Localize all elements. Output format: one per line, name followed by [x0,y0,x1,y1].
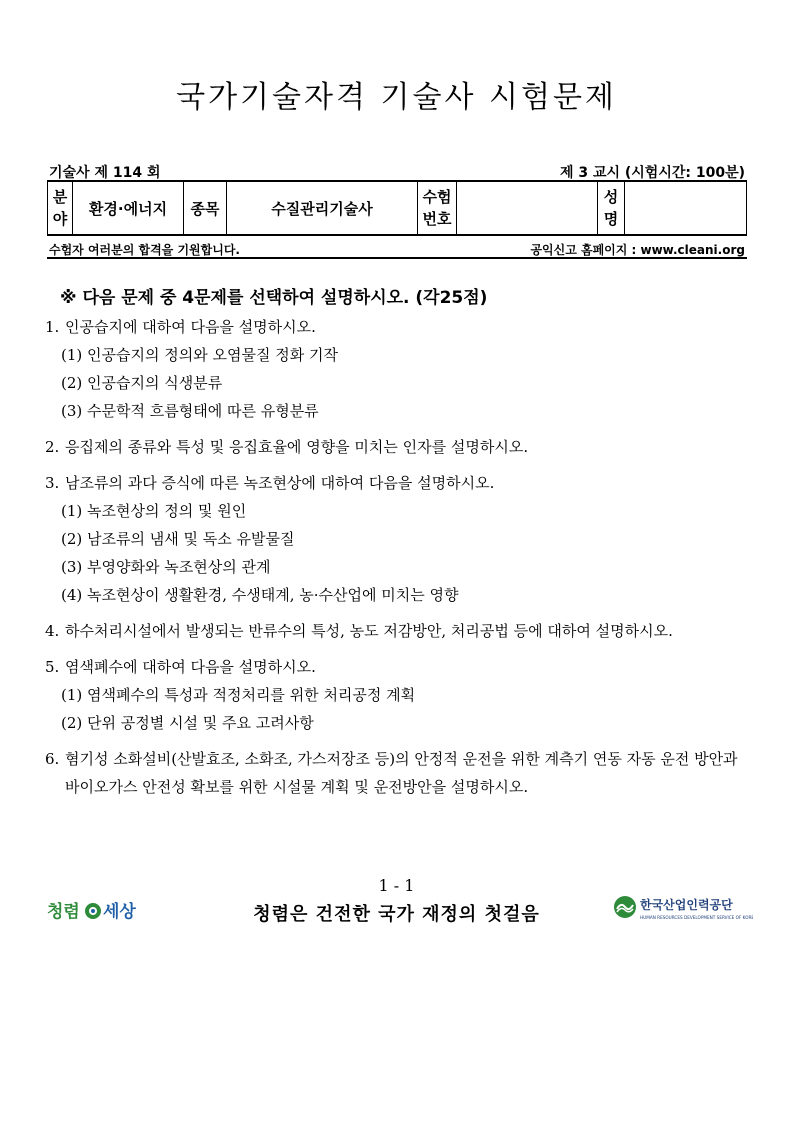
question-list [45,313,750,809]
notice-row [47,240,747,258]
svg-text:세상: 세상 [103,902,136,922]
good-luck-notice: 수험자 여러분의 합격을 기원합니다. [49,243,240,257]
name-label [598,181,625,235]
category-label: 종목 [184,181,227,235]
question-text: 인공습지에 대하여 다음을 설명하시오. [65,318,316,336]
exam-number-field[interactable] [457,181,598,235]
question-item [45,433,750,461]
question-number: 2. [45,438,60,456]
question-text: 응집제의 종류와 특성 및 응집효율에 영향을 미치는 인자를 설명하시오. [65,438,529,456]
instruction: ※ 다음 문제 중 4문제를 선택하여 설명하시오. (각25점) [60,288,488,308]
question-text: 남조류의 과다 증식에 따른 녹조현상에 대하여 다음을 설명하시오. [65,474,495,492]
hrdk-logo [613,892,753,926]
field-label-text: 분 야 [52,188,68,228]
sub-question: (3) 부영양화와 녹조현상의 관계 [61,558,271,576]
question-text: 하수처리시설에서 발생되는 반류수의 특성, 농도 저감방안, 처리공법 등에 대하여 설명하시오. [65,622,673,640]
category-value: 수질관리기술사 [227,181,418,235]
whistleblower-site: 공익신고 홈페이지 : www.cleani.org [530,243,745,257]
session-info: 제 3 교시 (시험시간: 100분) [559,165,745,181]
sub-question: (1) 녹조현상의 정의 및 원인 [61,502,247,520]
sub-question: (3) 수문학적 흐름형태에 따른 유형분류 [61,402,319,420]
exam-number-label [418,181,457,235]
question-number: 1. [45,318,60,336]
question-item [45,469,750,609]
svg-text:청렴: 청렴 [47,902,80,922]
exam-number-label-text: 수험 번호 [422,188,452,228]
question-main [45,313,750,341]
question-number: 4. [45,622,60,640]
sub-question: (1) 염색폐수의 특성과 적정처리를 위한 처리공정 계획 [61,686,416,704]
sub-question: (2) 단위 공정별 시설 및 주요 고려사항 [61,714,314,732]
field-label [48,181,73,235]
page-number: 1 - 1 [378,876,415,895]
hrdk-logo-subtext: HUMAN RESOURCES DEVELOPMENT SERVICE OF KOREA [640,915,753,920]
exam-meta-row [47,160,747,180]
question-main [45,617,750,645]
question-main [45,653,750,681]
exam-title: 국가기술자격 기술사 시험문제 [176,80,617,115]
question-item [45,313,750,425]
sub-question: (2) 남조류의 냄새 및 독소 유발물질 [61,530,295,548]
question-item [45,617,750,645]
question-text: 염색폐수에 대하여 다음을 설명하시오. [65,658,316,676]
question-number: 3. [45,474,60,492]
name-label-text: 성 명 [603,188,619,228]
question-item [45,653,750,737]
sub-question: (1) 인공습지의 정의와 오염물질 정화 기작 [61,346,338,364]
question-number: 5. [45,658,60,676]
question-main [45,745,750,801]
name-field[interactable] [625,181,747,235]
question-main [45,469,750,497]
question-number: 6. [45,750,60,768]
exam-info-table [47,180,747,236]
hrdk-logo-text: 한국산업인력공단 [640,898,733,912]
footer-slogan: 청렴은 건전한 국가 재정의 첫걸음 [253,904,540,925]
question-main [45,433,750,461]
question-item [45,745,750,801]
sub-question: (2) 인공습지의 식생분류 [61,374,223,392]
question-text: 혐기성 소화설비(산발효조, 소화조, 가스저장조 등)의 안정적 운전을 위한 계측기 연동 자동 운전 방안과 바이오가스 안전성 확보를 위한 시설물 계획 및 운전방안을 설명하시오. [65,750,738,796]
field-value: 환경·에너지 [73,181,184,235]
exam-round: 기술사 제 114 회 [49,165,161,181]
sub-question: (4) 녹조현상이 생활환경, 수생태계, 농·수산업에 미치는 영향 [61,586,459,604]
header-divider [47,257,747,259]
